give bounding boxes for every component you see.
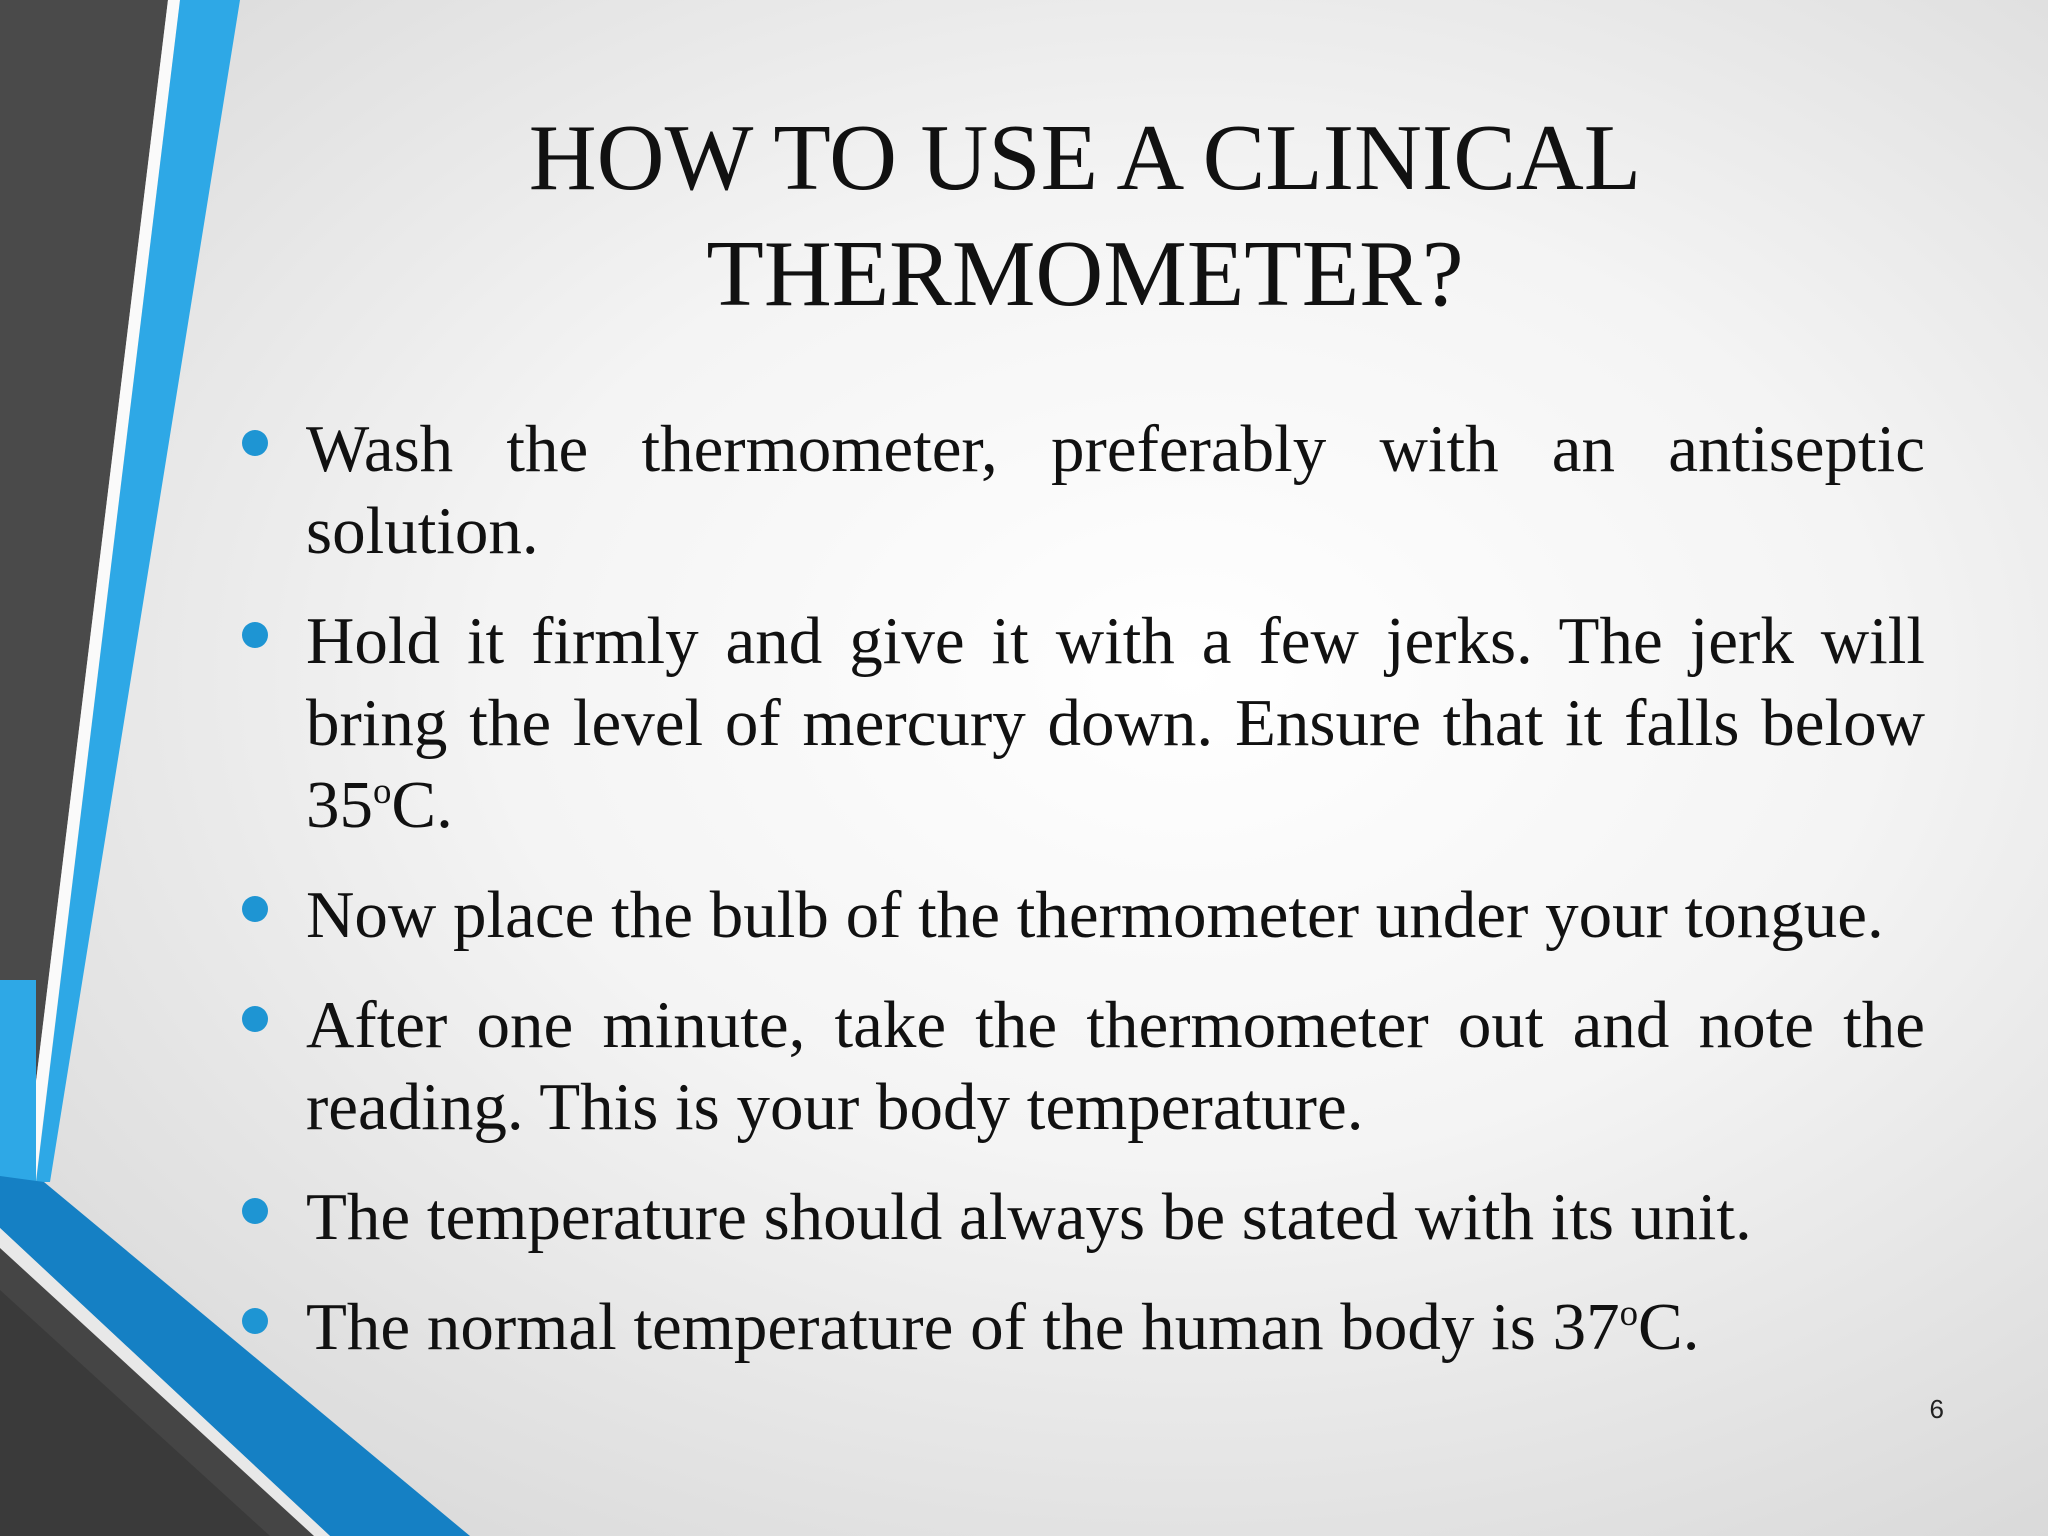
bullet-text: After one minute, take the thermometer out and note the reading. This is your body temperature.	[306, 988, 1925, 1144]
slide-title	[300, 100, 1870, 332]
bullet-text: The normal temperature of the human body is 37	[306, 1290, 1620, 1364]
bullet-text: Wash the thermometer, preferably with an antiseptic solution.	[306, 412, 1925, 568]
degree-superscript: o	[373, 770, 392, 812]
bullet-text: Now place the bulb of the thermometer under your tongue.	[306, 878, 1884, 952]
bullet-list	[240, 408, 1925, 1396]
bullet-item-hold	[240, 600, 1925, 846]
bullet-item-normal-temperature	[240, 1286, 1925, 1368]
bullet-dot-icon	[242, 1198, 268, 1224]
bullet-dot-icon	[242, 1308, 268, 1334]
bullet-dot-icon	[242, 1006, 268, 1032]
bullet-text: The temperature should always be stated with its unit.	[306, 1180, 1752, 1254]
bullet-text: Hold it firmly and give it with a few jerks. The jerk will bring the level of mercury down. Ensure that it falls below 35	[306, 604, 1925, 842]
bullet-text-unit: C.	[1638, 1290, 1700, 1364]
bullet-item-reading	[240, 984, 1925, 1148]
bullet-dot-icon	[242, 622, 268, 648]
bullet-text-unit: C.	[391, 768, 453, 842]
bullet-item-wash	[240, 408, 1925, 572]
title-line-2: THERMOMETER?	[706, 222, 1464, 326]
title-line-1: HOW TO USE A CLINICAL	[528, 106, 1642, 210]
blue-vertical-stripe-lower	[0, 980, 36, 1182]
bullet-item-place	[240, 874, 1925, 956]
slide-page-number: 6	[1929, 1394, 1944, 1424]
bullet-dot-icon	[242, 430, 268, 456]
bullet-item-unit	[240, 1176, 1925, 1258]
degree-superscript: o	[1619, 1292, 1638, 1334]
bullet-dot-icon	[242, 896, 268, 922]
